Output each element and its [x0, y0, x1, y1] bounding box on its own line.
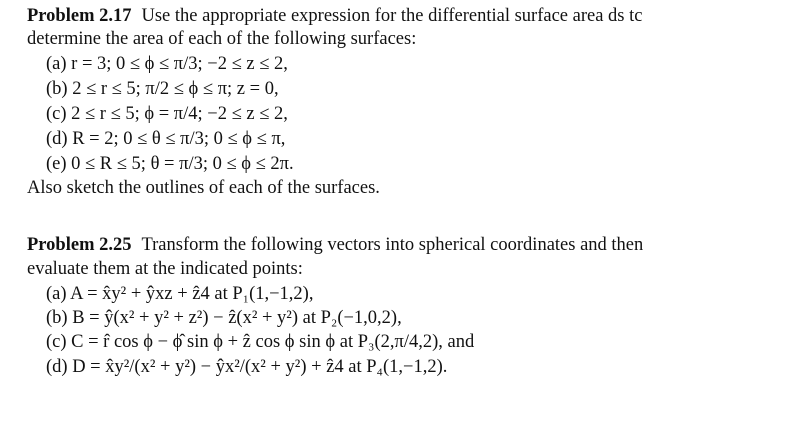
problem-2-17-item-d: (d) R = 2; 0 ≤ θ ≤ π/3; 0 ≤ ϕ ≤ π, — [46, 129, 286, 149]
problem-2-17-item-e: (e) 0 ≤ R ≤ 5; θ = π/3; 0 ≤ ϕ ≤ 2π. — [46, 154, 294, 174]
problem-2-17-line2: determine the area of each of the following surfaces: — [27, 29, 417, 49]
problem-2-25-line1 — [27, 234, 643, 256]
problem-2-17-label: Problem 2.17 — [27, 6, 132, 26]
problem-2-17-item-a: (a) r = 3; 0 ≤ ϕ ≤ π/3; −2 ≤ z ≤ 2, — [46, 54, 288, 74]
problem-2-25-label: Problem 2.25 — [27, 235, 132, 255]
problem-2-25-item-c: (c) C = r̂ cos ϕ − ϕ̂ sin ϕ + ẑ cos ϕ sin ϕ at P₃(2,π/4,2), and — [46, 332, 475, 352]
problem-2-25-line2: evaluate them at the indicated points: — [27, 259, 303, 279]
problem-2-17-item-b: (b) 2 ≤ r ≤ 5; π/2 ≤ ϕ ≤ π; z = 0, — [46, 79, 279, 99]
problem-2-17-item-c: (c) 2 ≤ r ≤ 5; ϕ = π/4; −2 ≤ z ≤ 2, — [46, 104, 288, 124]
problem-2-17-line1 — [27, 5, 642, 27]
problem-2-25-item-b: (b) B = ŷ(x² + y² + z²) − ẑ(x² + y²) at P₂(−1,0,2), — [46, 308, 402, 328]
problem-2-25-item-a: (a) A = x̂y² + ŷxz + ẑ4 at P₁(1,−1,2), — [46, 284, 314, 304]
problem-2-17-statement-1: Use the appropriate expression for the differential surface area ds tc — [141, 6, 643, 26]
problem-2-25-item-d: (d) D = x̂y²/(x² + y²) − ŷx²/(x² + y²) + ẑ4 at P₄(1,−1,2). — [46, 357, 448, 377]
problem-2-17-closing: Also sketch the outlines of each of the surfaces. — [27, 178, 380, 198]
problem-2-25-statement-1: Transform the following vectors into spherical coordinates and then — [141, 235, 644, 255]
